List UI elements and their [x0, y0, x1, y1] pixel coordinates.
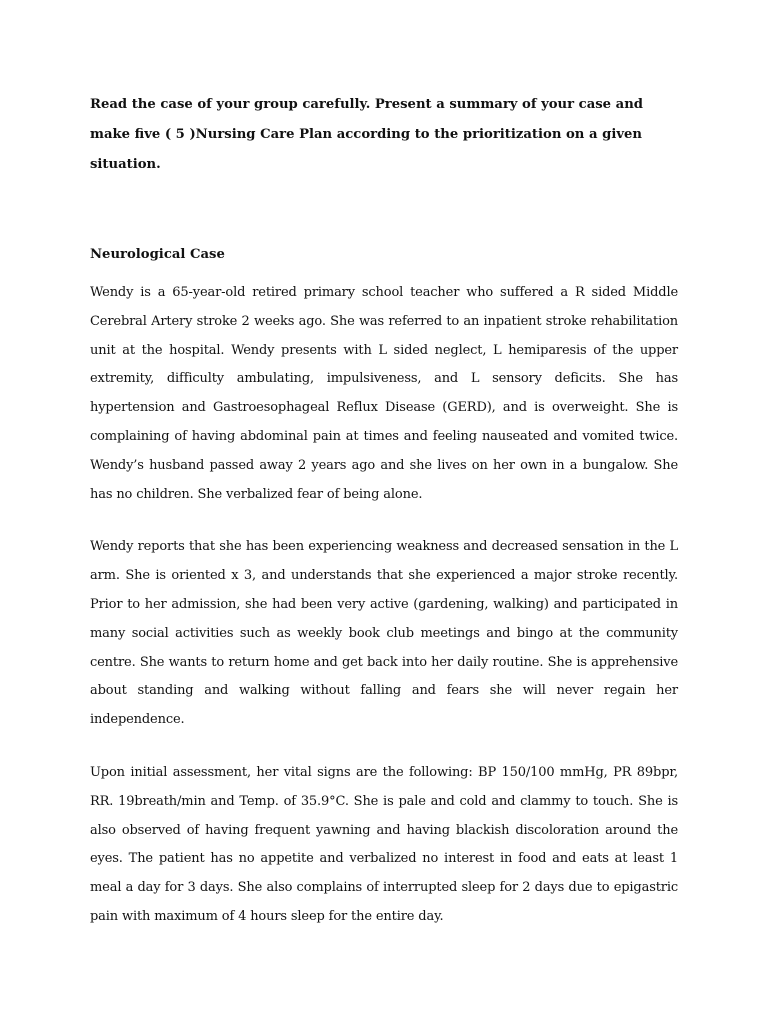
section-title: Neurological Case — [90, 247, 225, 262]
case-paragraph-1: Wendy is a 65-year-old retired primary school teacher who suffered a R sided Middle Cerebral Artery stroke 2 weeks ago. She was referred to an inpatient stroke rehabilitation unit at the hospital. Wendy presents with L sided neglect, L hemiparesis of the upper extremity, difficulty ambulating, impulsiveness, and L sensory deficits. She has hypertension and Gastroesophageal Reflux Disease (GERD), and is overweight. She is complaining of having abdominal pain at times and feeling nauseated and vomited twice. Wendy’s husband passed away 2 years ago and she lives on her own in a bungalow. She has no children. She verbalized fear of being alone. — [90, 285, 678, 502]
case-paragraph-2: Wendy reports that she has been experiencing weakness and decreased sensation in the L arm. She is oriented x 3, and understands that she experienced a major stroke recently. Prior to her admission, she had been very active (gardening, walking) and participated in many social activities such as weekly book club meetings and bingo at the community centre. She wants to return home and get back into her daily routine. She is apprehensive about standing and walking without falling and fears she will never regain her independence. — [90, 539, 678, 728]
assignment-instructions: Read the case of your group carefully. Present a summary of your case and make five ( 5 )Nursing Care Plan according to the prioritization on a given situation. — [90, 97, 644, 172]
document-body — [90, 90, 678, 956]
case-paragraph-3: Upon initial assessment, her vital signs are the following: BP 150/100 mmHg, PR 89bpr, RR. 19breath/min and Temp. of 35.9°C. She is pale and cold and clammy to touch. She is also observed of having frequent yawning and having blackish discoloration around the eyes. The patient has no appetite and verbalized no interest in food and eats at least 1 meal a day for 3 days. She also complains of interrupted sleep for 2 days due to epigastric pain with maximum of 4 hours sleep for the entire day. — [90, 764, 678, 924]
